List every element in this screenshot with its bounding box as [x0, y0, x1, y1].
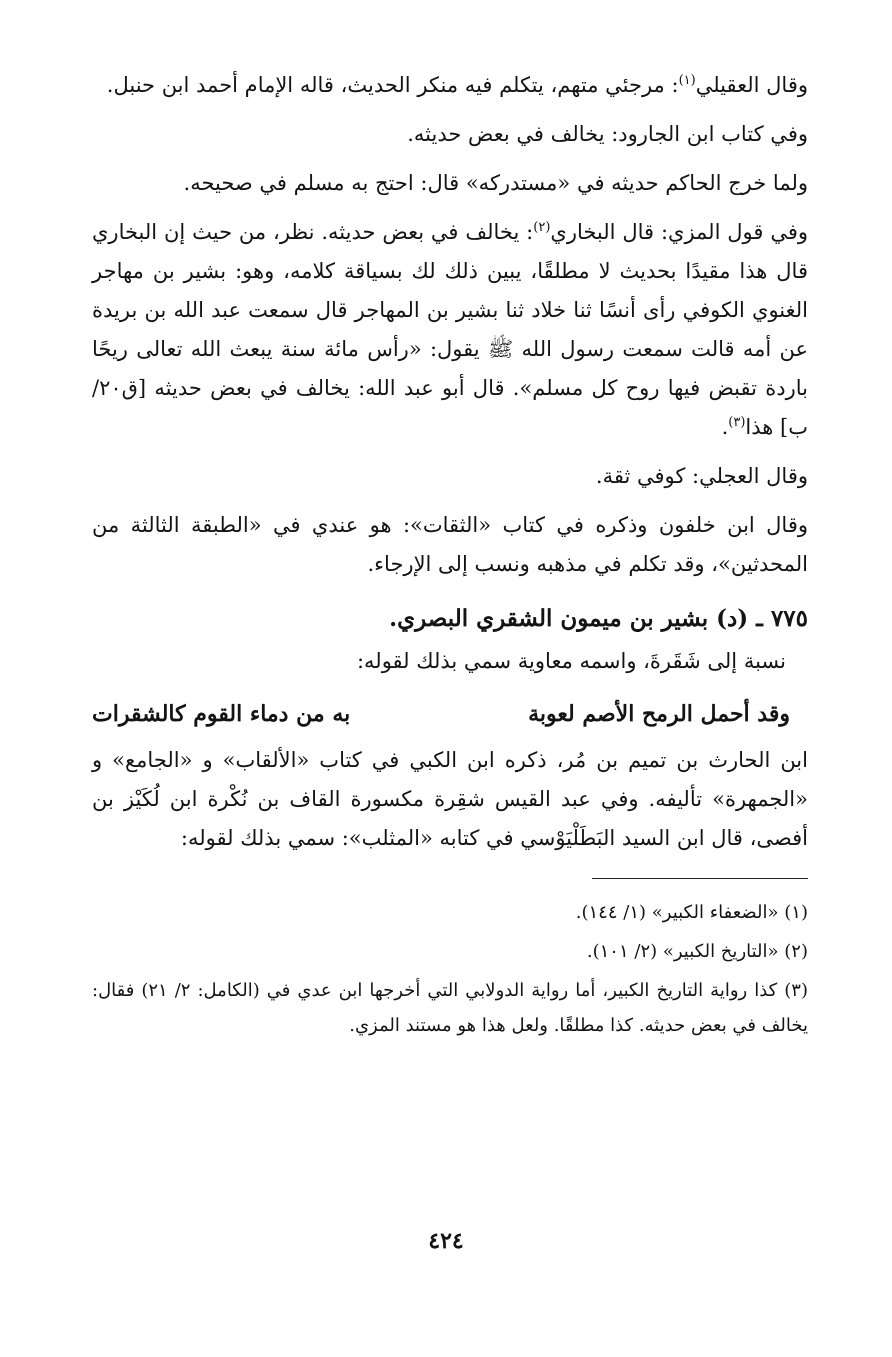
verse-first-hemistich: وقد أحمل الرمح الأصم لعوبة [528, 701, 790, 727]
paragraph-text: وقال العقيلي [695, 73, 808, 97]
paragraph-ijli: وقال العجلي: كوفي ثقة. [595, 464, 808, 488]
footnote-3: (٣) كذا رواية التاريخ الكبير، أما رواية الدولابي التي أخرجها ابن عدي في (الكامل: ٢/ ٢١) فقال: يخالف في بعض حديثه. كذا مطلقًا. ولعل هذا هو مستند المزي. [92, 980, 808, 1036]
footnote-divider [592, 878, 808, 879]
paragraph-hakim: ولما خرج الحاكم حديثه في «مستدركه» قال: احتج به مسلم في صحيحه. [183, 171, 808, 195]
paragraph-ibn-khalfun: وقال ابن خلفون وذكره في كتاب «الثقات»: هو عندي في «الطبقة الثالثة من المحدثين»، وقد تكلم في مذهبه ونسب إلى الإرجاء. [92, 513, 808, 576]
footnote-ref-3[interactable]: (٣) [728, 415, 746, 430]
footnote-1: (١) «الضعفاء الكبير» (١/ ١٤٤). [575, 902, 808, 923]
paragraph-aqili [92, 66, 808, 105]
footnote-ref-1[interactable]: (١) [678, 73, 696, 88]
footnote-ref-2[interactable]: (٢) [533, 220, 551, 235]
poetry-verse [92, 693, 808, 735]
verse-second-hemistich: به من دماء القوم كالشقرات [92, 701, 351, 727]
paragraph-text: : يخالف في بعض حديثه. نظر، من حيث إن البخاري قال هذا مقيدًا بحديث لا مطلقًا، يبين ذلك لك بسياقة كلامه، وهو: بشير بن مهاجر الغنوي الكوفي رأى أنسًا ثنا خلاد ثنا بشير بن المهاجر قال سمعت عبد الله بن بريدة عن أمه قالت سمعت رسول الله ﷺ يقول: «رأس مائة سنة يبعث الله تعالى ريحًا باردة تقبض فيها روح كل مسلم». قال أبو عبد الله: يخالف في بعض حديثه [ق٢٠/ب] هذا [92, 220, 808, 439]
entry-intro: نسبة إلى شَقَرةَ، واسمه معاوية سمي بذلك لقوله: [356, 649, 786, 673]
footnote-2: (٢) «التاريخ الكبير» (٢/ ١٠١). [586, 941, 808, 962]
paragraph-closing: ابن الحارث بن تميم بن مُر، ذكره ابن الكبي في كتاب «الألقاب» و «الجامع» و «الجمهرة» تأليفه. وفي عبد القيس شقِرة مكسورة القاف بن نُكْرة ابن لُكَيْز بن أفصى، قال ابن السيد البَطَلْيَوْسي في كتابه «المثلب»: سمي بذلك لقوله: [92, 748, 808, 850]
paragraph-text: : مرجئي متهم، يتكلم فيه منكر الحديث، قاله الإمام أحمد ابن حنبل. [106, 73, 679, 97]
paragraph-ibn-jarud: وفي كتاب ابن الجارود: يخالف في بعض حديثه. [407, 122, 808, 146]
paragraph-mizzi [92, 213, 808, 447]
entry-heading: ٧٧٥ ـ (د) بشير بن ميمون الشقري البصري. [389, 605, 808, 632]
page-number: ٤٢٤ [428, 1228, 464, 1254]
paragraph-text: وفي قول المزي: قال البخاري [550, 220, 808, 244]
paragraph-text: . [721, 415, 729, 439]
